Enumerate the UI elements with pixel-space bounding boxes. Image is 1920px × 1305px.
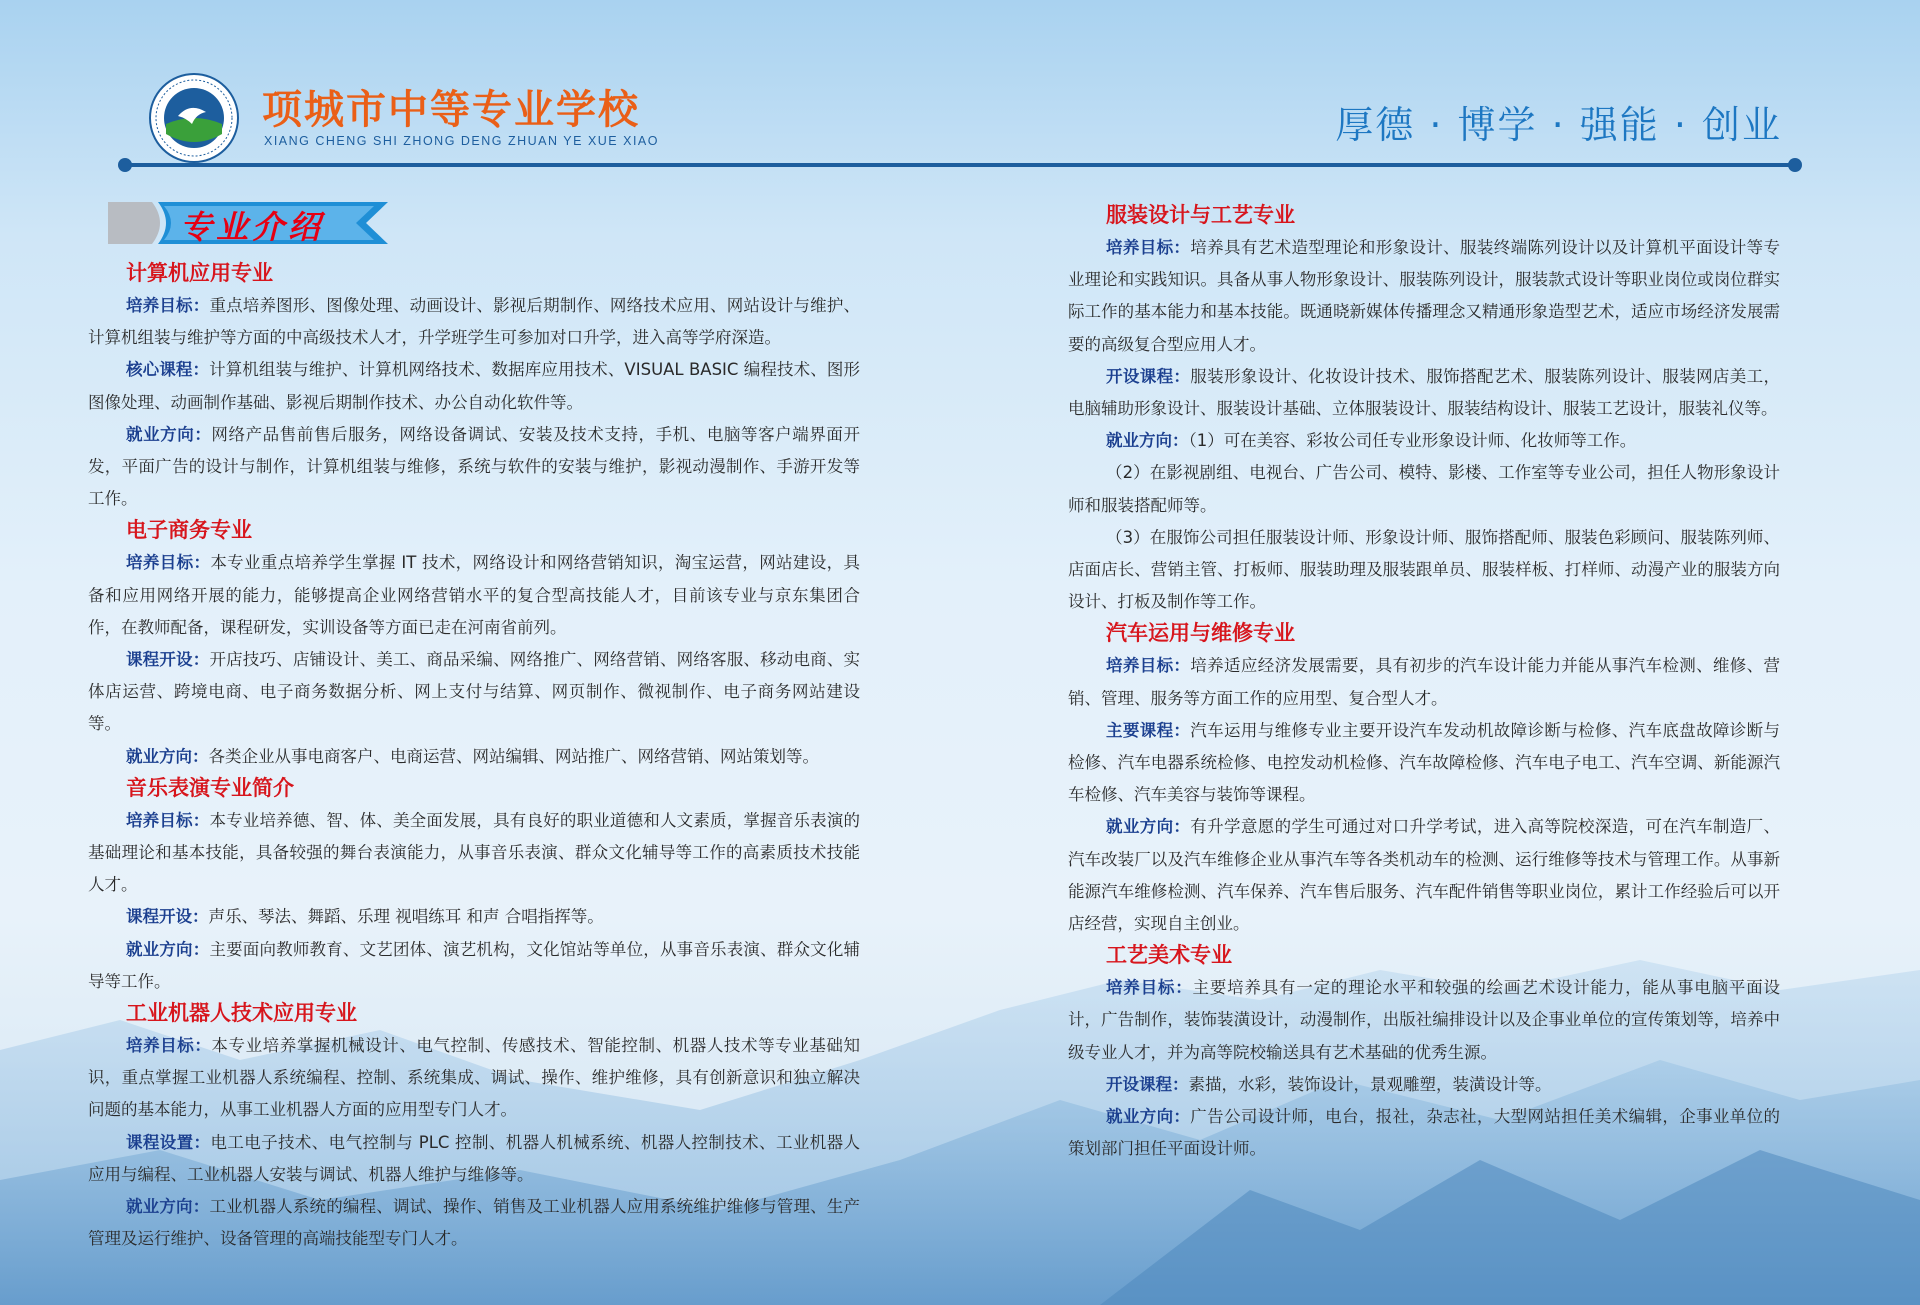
school-logo-icon xyxy=(148,72,240,164)
divider-dot-left xyxy=(118,158,132,172)
major-music-performance xyxy=(88,773,860,998)
paragraph-label: 就业方向： xyxy=(126,1197,210,1217)
paragraph-label: 核心课程： xyxy=(126,360,210,380)
major-industrial-robot xyxy=(88,998,860,1255)
major-paragraph xyxy=(1068,232,1780,361)
right-column xyxy=(1068,200,1780,1165)
major-paragraph xyxy=(88,1030,860,1127)
paragraph-text: （2）在影视剧组、电视台、广告公司、模特、影楼、工作室等专业公司，担任人物形象设计师和服装搭配师等。 xyxy=(1068,463,1780,515)
paragraph-text: 培养适应经济发展需要，具有初步的汽车设计能力并能从事汽车检测、维修、营销、管理、服务等方面工作的应用型、复合型人才。 xyxy=(1068,656,1781,708)
paragraph-text: 开店技巧、店铺设计、美工、商品采编、网络推广、网络营销、网络客服、移动电商、实体店运营、跨境电商、电子商务数据分析、网上支付与结算、网页制作、微视制作、电子商务网站建设等。 xyxy=(88,650,861,734)
paragraph-text: 电工电子技术、电气控制与 PLC 控制、机器人机械系统、机器人控制技术、工业机器人应用与编程、工业机器人安装与调试、机器人维护与维修等。 xyxy=(88,1132,861,1184)
paragraph-text: 工业机器人系统的编程、调试、操作、销售及工业机器人应用系统维护维修与管理、生产管理及运行维护、设备管理的高端技能型专门人才。 xyxy=(88,1197,861,1249)
major-fashion-design xyxy=(1068,200,1780,618)
left-column xyxy=(88,258,860,1255)
paragraph-text: 服装形象设计、化妆设计技术、服饰搭配艺术、服装陈列设计、服装网店美工，电脑辅助形象设计、服装设计基础、立体服装设计、服装结构设计、服装工艺设计，服装礼仪等。 xyxy=(1068,366,1781,419)
paragraph-label: 就业方向： xyxy=(1106,431,1189,451)
paragraph-label: 开设课程： xyxy=(1106,366,1191,386)
paragraph-label: 就业方向： xyxy=(126,939,210,959)
major-title: 汽车运用与维修专业 xyxy=(1106,621,1295,646)
major-title: 服装设计与工艺专业 xyxy=(1106,203,1295,227)
paragraph-label: 就业方向： xyxy=(126,746,209,766)
major-title: 音乐表演专业简介 xyxy=(126,775,294,800)
major-paragraph xyxy=(88,290,860,354)
major-paragraph xyxy=(1068,715,1780,812)
major-paragraph xyxy=(88,354,860,418)
paragraph-label: 培养目标： xyxy=(126,810,210,830)
paragraph-text: 各类企业从事电商客户、电商运营、网站编辑、网站推广、网络营销、网站策划等。 xyxy=(208,746,819,766)
paragraph-text: 本专业重点培养学生掌握 IT 技术，网络设计和网络营销知识，淘宝运营，网站建设，具备和应用网络开展的能力，能够提高企业网络营销水平的复合型高技能人才，目前该专业与京东集团合作，在教师配备，课程研发，实训设备等方面已走在河南省前列。 xyxy=(88,553,861,637)
paragraph-label: 培养目标： xyxy=(126,296,210,315)
major-paragraph xyxy=(1068,425,1780,457)
major-paragraph xyxy=(1068,522,1780,619)
major-paragraph xyxy=(1068,972,1780,1069)
paragraph-label: 培养目标： xyxy=(1106,238,1191,257)
major-title: 工艺美术专业 xyxy=(1106,943,1232,968)
paragraph-text: 主要面向教师教育、文艺团体、演艺机构，文化馆站等单位，从事音乐表演、群众文化辅导等工作。 xyxy=(88,939,861,991)
school-name: 项城市中等专业学校 xyxy=(262,87,640,133)
paragraph-text: 主要培养具有一定的理论水平和较强的绘画艺术设计能力，能从事电脑平面设计，广告制作，装饰装潢设计，动漫制作，出版社编排设计以及企事业单位的宣传策划等，培养中级专业人才，并为高等院校输送具有艺术基础的优秀生源。 xyxy=(1068,978,1781,1062)
paragraph-label: 培养目标： xyxy=(126,553,211,573)
paragraph-label: 课程开设： xyxy=(126,907,209,927)
section-banner-title: 专业介绍 xyxy=(180,208,325,246)
major-title: 电子商务专业 xyxy=(126,518,252,543)
major-paragraph xyxy=(1068,650,1780,714)
major-computer-application xyxy=(88,258,860,515)
paragraph-text: 重点培养图形、图像处理、动画设计、影视后期制作、网络技术应用、网站设计与维护、计算机组装与维护等方面的中高级技术人才，升学班学生可参加对口升学，进入高等学府深造。 xyxy=(88,296,861,348)
paragraph-text: 声乐、琴法、舞蹈、乐理 视唱练耳 和声 合唱指挥等。 xyxy=(208,907,604,927)
major-paragraph xyxy=(1068,457,1780,521)
paragraph-label: 就业方向： xyxy=(1106,817,1191,837)
major-title: 工业机器人技术应用专业 xyxy=(126,1001,357,1026)
major-paragraph xyxy=(1068,1069,1780,1101)
major-title: 计算机应用专业 xyxy=(126,261,273,285)
major-paragraph xyxy=(88,1127,860,1191)
paragraph-label: 培养目标： xyxy=(126,1036,212,1056)
paragraph-text: 本专业培养德、智、体、美全面发展，具有良好的职业道德和人文素质，掌握音乐表演的基础理论和基本技能，具备较强的舞台表演能力，从事音乐表演、群众文化辅导等工作的高素质技术技能人才。 xyxy=(88,810,861,895)
major-paragraph xyxy=(1068,1101,1780,1165)
paragraph-label: 培养目标： xyxy=(1106,656,1191,676)
major-e-commerce xyxy=(88,515,860,772)
major-paragraph xyxy=(88,741,860,773)
major-paragraph xyxy=(88,419,860,516)
paragraph-text: 计算机组装与维护、计算机网络技术、数据库应用技术、VISUAL BASIC 编程技术、图形图像处理、动画制作基础、影视后期制作技术、办公自动化软件等。 xyxy=(88,360,860,412)
paragraph-text: 素描，水彩，装饰设计，景观雕塑，装潢设计等。 xyxy=(1188,1074,1552,1094)
major-paragraph xyxy=(1068,361,1780,425)
header-divider xyxy=(120,163,1796,167)
paragraph-text: 网络产品售前售后服务，网络设备调试、安装及技术支持，手机、电脑等客户端界面开发，平面广告的设计与制作，计算机组装与维修，系统与软件的安装与维护，影视动漫制作、手游开发等工作。 xyxy=(88,424,861,509)
paragraph-text: 汽车运用与维修专业主要开设汽车发动机故障诊断与检修、汽车底盘故障诊断与检修、汽车电器系统检修、电控发动机检修、汽车故障检修、汽车电子电工、汽车空调、新能源汽车检修、汽车美容与装饰等课程。 xyxy=(1068,720,1781,805)
paragraph-label: 就业方向： xyxy=(126,424,212,444)
divider-dot-right xyxy=(1788,158,1802,172)
paragraph-text: （1）可在美容、彩妆公司任专业形象设计师、化妆师等工作。 xyxy=(1188,431,1637,451)
major-paragraph xyxy=(88,1191,860,1255)
major-paragraph xyxy=(88,644,860,741)
paragraph-text: 广告公司设计师，电台，报社，杂志社，大型网站担任美术编辑，企事业单位的策划部门担任平面设计师。 xyxy=(1068,1107,1781,1159)
major-paragraph xyxy=(88,805,860,902)
major-paragraph xyxy=(88,934,860,998)
paragraph-label: 培养目标： xyxy=(1106,978,1193,998)
major-paragraph xyxy=(88,901,860,933)
paragraph-label: 主要课程： xyxy=(1106,720,1191,740)
paragraph-text: （3）在服饰公司担任服装设计师、形象设计师、服饰搭配师、服装色彩顾问、服装陈列师、店面店长、营销主管、打板师、服装助理及服装跟单员、服装样板、打样师、动漫产业的服装方向设计、打板及制作等工作。 xyxy=(1068,527,1780,612)
school-motto: 厚德 · 博学 · 强能 · 创业 xyxy=(1335,103,1782,147)
major-arts-and-crafts xyxy=(1068,940,1780,1165)
paragraph-label: 开设课程： xyxy=(1106,1074,1189,1094)
paragraph-text: 本专业培养掌握机械设计、电气控制、传感技术、智能控制、机器人技术等专业基础知识，重点掌握工业机器人系统编程、控制、系统集成、调试、操作、维护维修，具有创新意识和独立解决问题的基本能力，从事工业机器人方面的应用型专门人才。 xyxy=(88,1036,861,1120)
paragraph-label: 课程开设： xyxy=(126,650,210,670)
major-paragraph xyxy=(1068,811,1780,940)
paragraph-text: 培养具有艺术造型理论和形象设计、服装终端陈列设计以及计算机平面设计等专业理论和实践知识。具备从事人物形象设计、服装陈列设计，服装款式设计等职业岗位或岗位群实际工作的基本能力和基本技能。既通晓新媒体传播理念又精通形象造型艺术，适应市场经济发展需要的高级复合型应用人才。 xyxy=(1068,238,1781,354)
school-name-pinyin: XIANG CHENG SHI ZHONG DENG ZHUAN YE XUE XIAO xyxy=(264,134,659,148)
paragraph-label: 课程设置： xyxy=(126,1132,211,1152)
paragraph-label: 就业方向： xyxy=(1106,1107,1191,1127)
major-paragraph xyxy=(88,547,860,644)
major-automobile-repair xyxy=(1068,618,1780,940)
paragraph-text: 有升学意愿的学生可通过对口升学考试，进入高等院校深造，可在汽车制造厂、汽车改装厂以及汽车维修企业从事汽车等各类机动车的检测、运行维修等技术与管理工作。从事新能源汽车维修检测、汽车保养、汽车售后服务、汽车配件销售等职业岗位，累计工作经验后可以开店经营，实现自主创业。 xyxy=(1068,817,1781,934)
